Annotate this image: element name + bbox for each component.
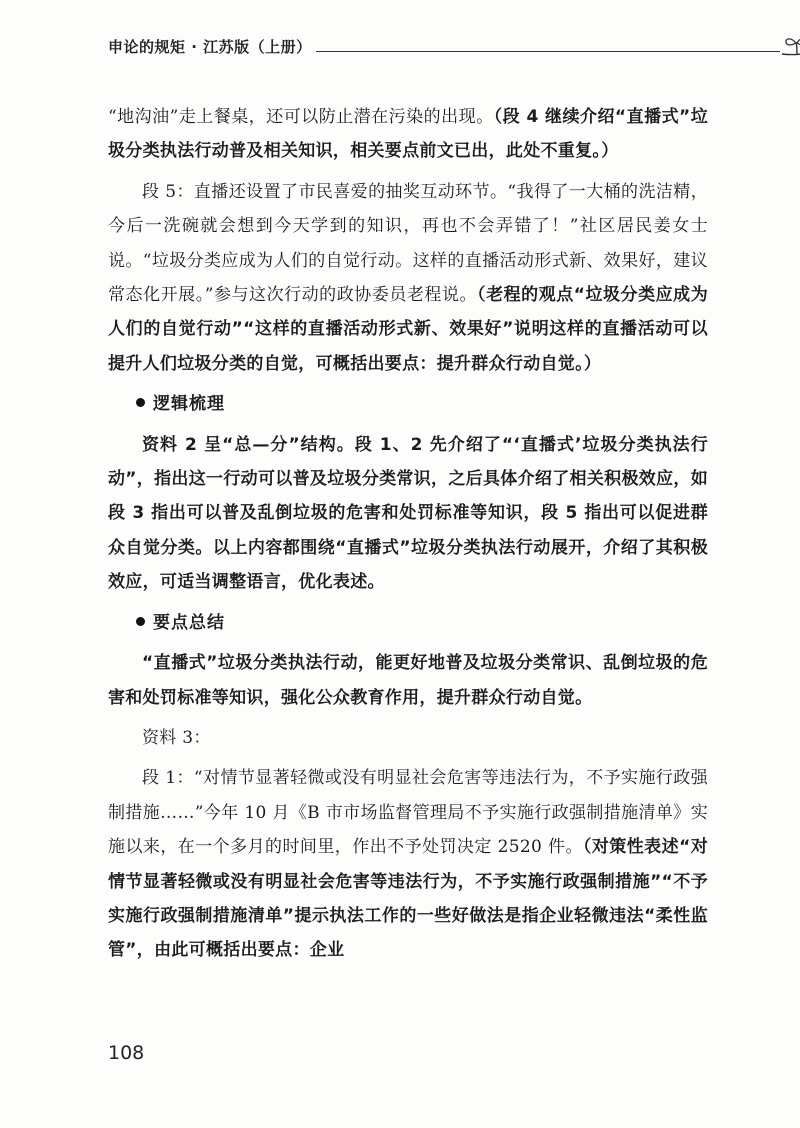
sprout-icon [780, 34, 800, 64]
page-number: 108 [108, 1042, 145, 1064]
page-body [108, 100, 708, 968]
bullet-icon [136, 398, 145, 407]
paragraph [108, 761, 708, 967]
section-heading-summary: 要点总结 [108, 606, 708, 640]
analysis-note: （段 4 继续介绍“直播式”垃圾分类执法行动普及相关知识，相关要点前文已出，此处不重复。） [108, 107, 709, 162]
book-title: 申论的规矩 · 江苏版（上册） [108, 38, 312, 56]
paragraph: 资料 3： [142, 727, 211, 748]
material-text: 段 5：直播还设置了市民喜爱的抽奖互动环节。“我得了一大桶的洗洁精，今后一洗碗就会想到今天学到的知识，再也不会弄错了！”社区居民姜女士说。“垃圾分类应成为人们的自觉行动。这样的直播活动形式新、效果好，建议常态化开展。”参与这次行动的政协委员老程说。 [108, 181, 708, 306]
paragraph: 资料 2 呈“总—分”结构。段 1、2 先介绍了“‘直播式’垃圾分类执法行动”，指出这一行动可以普及垃圾分类常识，之后具体介绍了相关积极效应，如段 3 指出可以普及乱倒垃圾的危害和处罚标准等知识，段 5 指出可以促进群众自觉分类。以上内容都围绕“直播式”垃圾分类执法行动展开，介绍了其积极效应，可适当调整语言，优化表述。 [108, 434, 708, 593]
bullet-icon [136, 617, 145, 626]
material-text: 段 1：“对情节显著轻微或没有明显社会危害等违法行为，不予实施行政强制措施……”今年 10 月《B 市市场监督管理局不予实施行政强制措施清单》实施以来，在一个多月的时间里，作出不予处罚决定 2520 件。 [108, 768, 708, 858]
running-header [108, 34, 708, 62]
paragraph [108, 175, 708, 381]
header-rule [316, 51, 780, 52]
analysis-note: （老程的观点“垃圾分类应成为人们的自觉行动”“这样的直播活动形式新、效果好”说明这样的直播活动可以提升人们垃圾分类的自觉，可概括出要点：提升群众行动自觉。） [108, 285, 708, 374]
paragraph: “直播式”垃圾分类执法行动，能更好地普及垃圾分类常识、乱倒垃圾的危害和处罚标准等知识，强化公众教育作用，提升群众行动自觉。 [108, 653, 708, 708]
material-text: “地沟油”走上餐桌，还可以防止潜在污染的出现。 [108, 107, 494, 127]
analysis-note: （对策性表述“对情节显著轻微或没有明显社会危害等违法行为，不予实施行政强制措施”“不予实施行政强制措施清单”提示执法工作的一些好做法是指企业轻微违法“柔性监管”，由此可概括出要点：企业 [108, 837, 709, 961]
section-heading-logic: 逻辑梳理 [108, 387, 708, 421]
paragraph [108, 100, 708, 169]
